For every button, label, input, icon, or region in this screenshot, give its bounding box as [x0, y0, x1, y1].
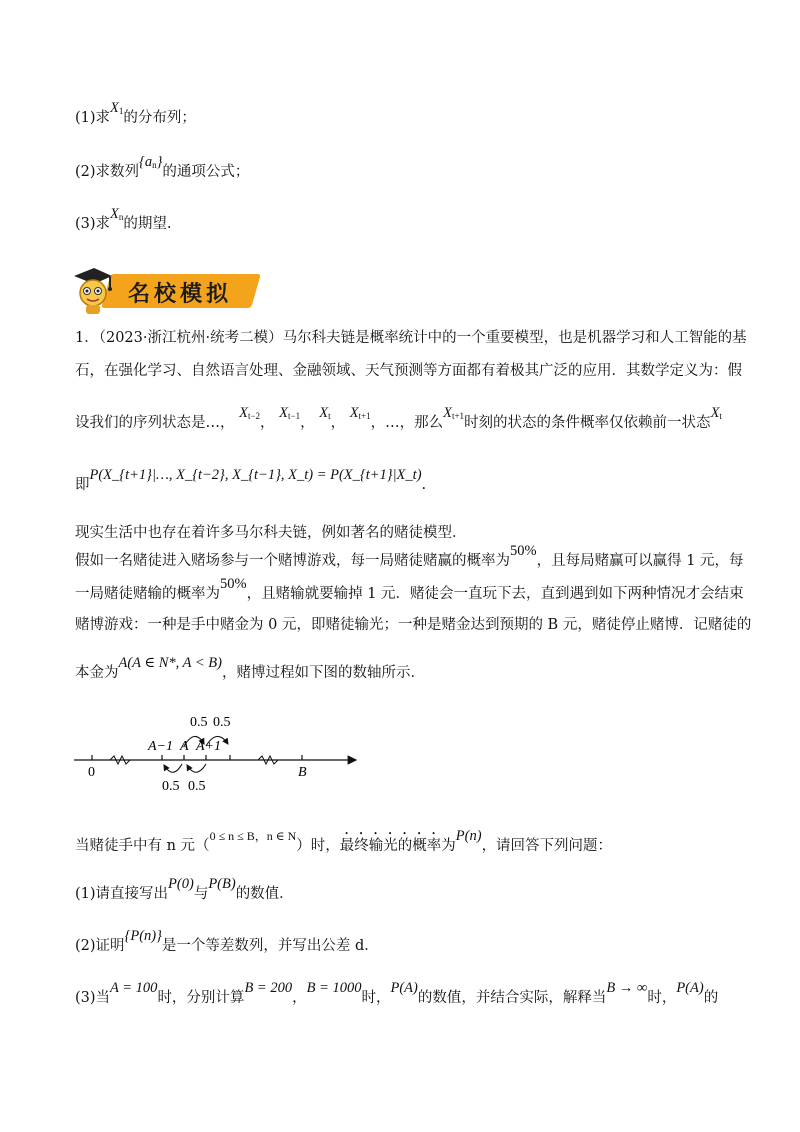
- prob-up-right: 0.5: [213, 715, 231, 730]
- question-2: (2)证明{P(n)}是一个等差数列，并写出公差 d．: [75, 928, 379, 954]
- prob-up-left: 0.5: [190, 715, 208, 730]
- label-a: A: [180, 739, 189, 754]
- question-3: (3)当A = 100时，分别计算B = 200，B = 1000时，P(A)的数值，并结合实际，解释当B → ∞时，P(A)的: [75, 980, 719, 1006]
- arc-down-left: [164, 764, 182, 772]
- label-b: B: [298, 765, 307, 780]
- label-a-minus-1: A−1: [148, 739, 173, 754]
- arc-down-right: [187, 764, 206, 772]
- problem-line-2: 石，在强化学习、自然语言处理、金融领域、天气预测等方面都有着极其广泛的应用．其数学定义为：假: [75, 363, 742, 379]
- problem-line-8: 赌博游戏：一种是手中赌金为 0 元，即赌徒输光；一种是赌金达到预期的 B 元，赌徒停止赌博．记赌徒的: [75, 617, 752, 633]
- problem-line-5: 现实生活中也存在着许多马尔科夫链，例如著名的赌徒模型．: [75, 525, 467, 541]
- principal-formula: A(A ∈ N*, A < B): [118, 655, 222, 671]
- var-x1: $X_1$: [110, 100, 124, 116]
- label-a-plus-1: A+1: [196, 739, 221, 754]
- question-1: (1)请直接写出P(0)与P(B)的数值．: [75, 876, 294, 902]
- problem-line-6: 假如一名赌徒进入赌场参与一个赌博游戏，每一局赌徒赌赢的概率为50%，且每局赌赢可以赢得 1 元，每: [75, 543, 744, 569]
- problem-line-7: 一局赌徒赌输的概率为50%，且赌输就要输掉 1 元．赌徒会一直玩下去，直到遇到如下两种情况才会结束: [75, 576, 744, 602]
- prob-down-right: 0.5: [188, 779, 206, 794]
- number-line-diagram: [70, 708, 370, 798]
- mascot-icon: [66, 266, 118, 316]
- var-xn: $X_n$: [110, 206, 124, 222]
- prev-question-2: (2)求数列$\{a_n\}$的通项公式；: [75, 154, 250, 180]
- problem-line-10: 当赌徒手中有 n 元（$^{0 \le n \le B,n \in N}$）时，最终输光的概率为P(n)，请回答下列问题：: [75, 828, 613, 854]
- prob-down-left: 0.5: [162, 779, 180, 794]
- problem-line-9: 本金为A(A ∈ N*, A < B)，赌博过程如下图的数轴所示．: [75, 655, 425, 681]
- label-zero: 0: [88, 765, 95, 780]
- problem-line-3: 设我们的序列状态是…， $X_{t-2}$， $X_{t-1}$， $X_t$， $X_{t+1}$，…，那么$X_{t+1}$时刻的状态的条件概率仅依赖前一状态$X_t$: [75, 405, 722, 431]
- section-title: 名校模拟: [128, 282, 233, 307]
- seq-an: $\{a_n\}$: [139, 154, 163, 170]
- problem-line-4: 即P(X_{t+1}|…, X_{t−2}, X_{t−1}, X_t) = P(X_{t+1}|X_t).: [75, 467, 427, 493]
- section-banner: [66, 266, 256, 314]
- markov-formula: P(X_{t+1}|…, X_{t−2}, X_{t−1}, X_t) = P(X_{t+1}|X_t): [89, 467, 422, 483]
- problem-line-1: 1．（2023·浙江杭州·统考二模）马尔科夫链是概率统计中的一个重要模型，也是机器学习和人工智能的基: [75, 330, 747, 346]
- prev-question-1: (1)求$X_1$的分布列；: [75, 100, 196, 126]
- prev-question-3: (3)求$X_n$的期望.: [75, 206, 172, 232]
